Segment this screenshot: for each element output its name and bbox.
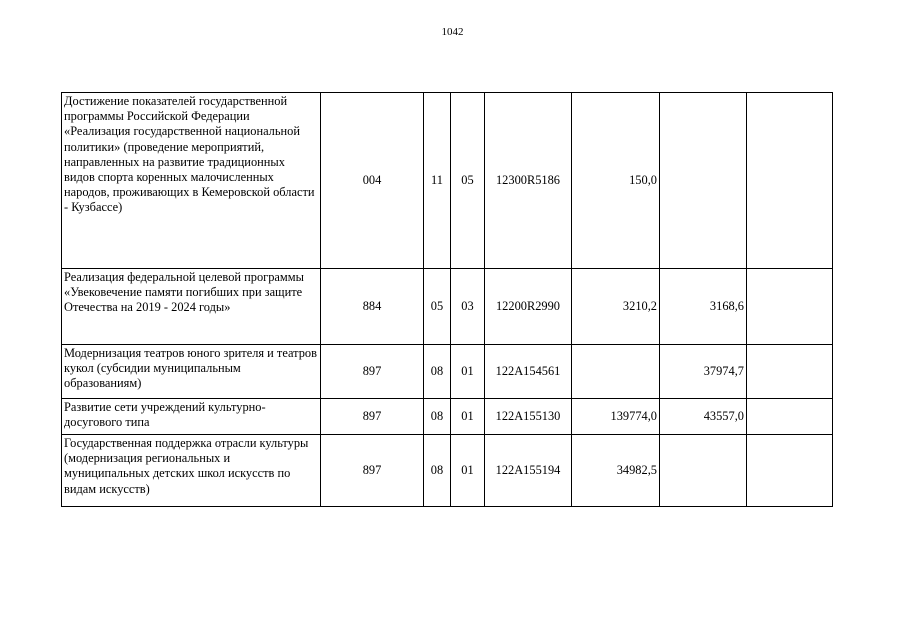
amount-1	[572, 345, 660, 399]
budget-table	[61, 92, 833, 507]
row-name: Государственная поддержка отрасли культуры (модернизация региональных и муниципальных детских школ искусств по видам искусств)	[62, 435, 321, 507]
amount-1: 150,0	[572, 93, 660, 269]
amount-3	[747, 435, 833, 507]
page-number: 1042	[441, 26, 464, 38]
amount-2: 3168,6	[660, 269, 747, 345]
ministry-code: 897	[321, 399, 424, 435]
ministry-code: 897	[321, 345, 424, 399]
amount-2: 43557,0	[660, 399, 747, 435]
table-row	[62, 345, 833, 399]
amount-3	[747, 345, 833, 399]
subsection-code: 03	[451, 269, 485, 345]
amount-3	[747, 93, 833, 269]
subsection-code: 01	[451, 399, 485, 435]
table-row	[62, 93, 833, 269]
section-code: 08	[424, 399, 451, 435]
target-article-code: 122A155194	[485, 435, 572, 507]
amount-2	[660, 93, 747, 269]
section-code: 08	[424, 345, 451, 399]
row-name: Развитие сети учреждений культурно-досугового типа	[62, 399, 321, 435]
amount-1: 3210,2	[572, 269, 660, 345]
row-name: Модернизация театров юного зрителя и театров кукол (субсидии муниципальным образованиям)	[62, 345, 321, 399]
subsection-code: 01	[451, 435, 485, 507]
subsection-code: 01	[451, 345, 485, 399]
subsection-code: 05	[451, 93, 485, 269]
ministry-code: 004	[321, 93, 424, 269]
target-article-code: 122A154561	[485, 345, 572, 399]
section-code: 11	[424, 93, 451, 269]
ministry-code: 884	[321, 269, 424, 345]
table-row	[62, 399, 833, 435]
amount-1: 34982,5	[572, 435, 660, 507]
amount-3	[747, 269, 833, 345]
table-row	[62, 435, 833, 507]
amount-3	[747, 399, 833, 435]
row-name: Реализация федеральной целевой программы «Увековечение памяти погибших при защите Отечества на 2019 - 2024 годы»	[62, 269, 321, 345]
amount-2: 37974,7	[660, 345, 747, 399]
section-code: 08	[424, 435, 451, 507]
target-article-code: 12300R5186	[485, 93, 572, 269]
table-row	[62, 269, 833, 345]
target-article-code: 122A155130	[485, 399, 572, 435]
amount-2	[660, 435, 747, 507]
amount-1: 139774,0	[572, 399, 660, 435]
section-code: 05	[424, 269, 451, 345]
row-name: Достижение показателей государственной программы Российской Федерации «Реализация государственной национальной политики» (проведение мероприятий, направленных на развитие традиционных видов спорта коренных малочисленных народов, проживающих в Кемеровской области - Кузбассе)	[62, 93, 321, 269]
ministry-code: 897	[321, 435, 424, 507]
target-article-code: 12200R2990	[485, 269, 572, 345]
